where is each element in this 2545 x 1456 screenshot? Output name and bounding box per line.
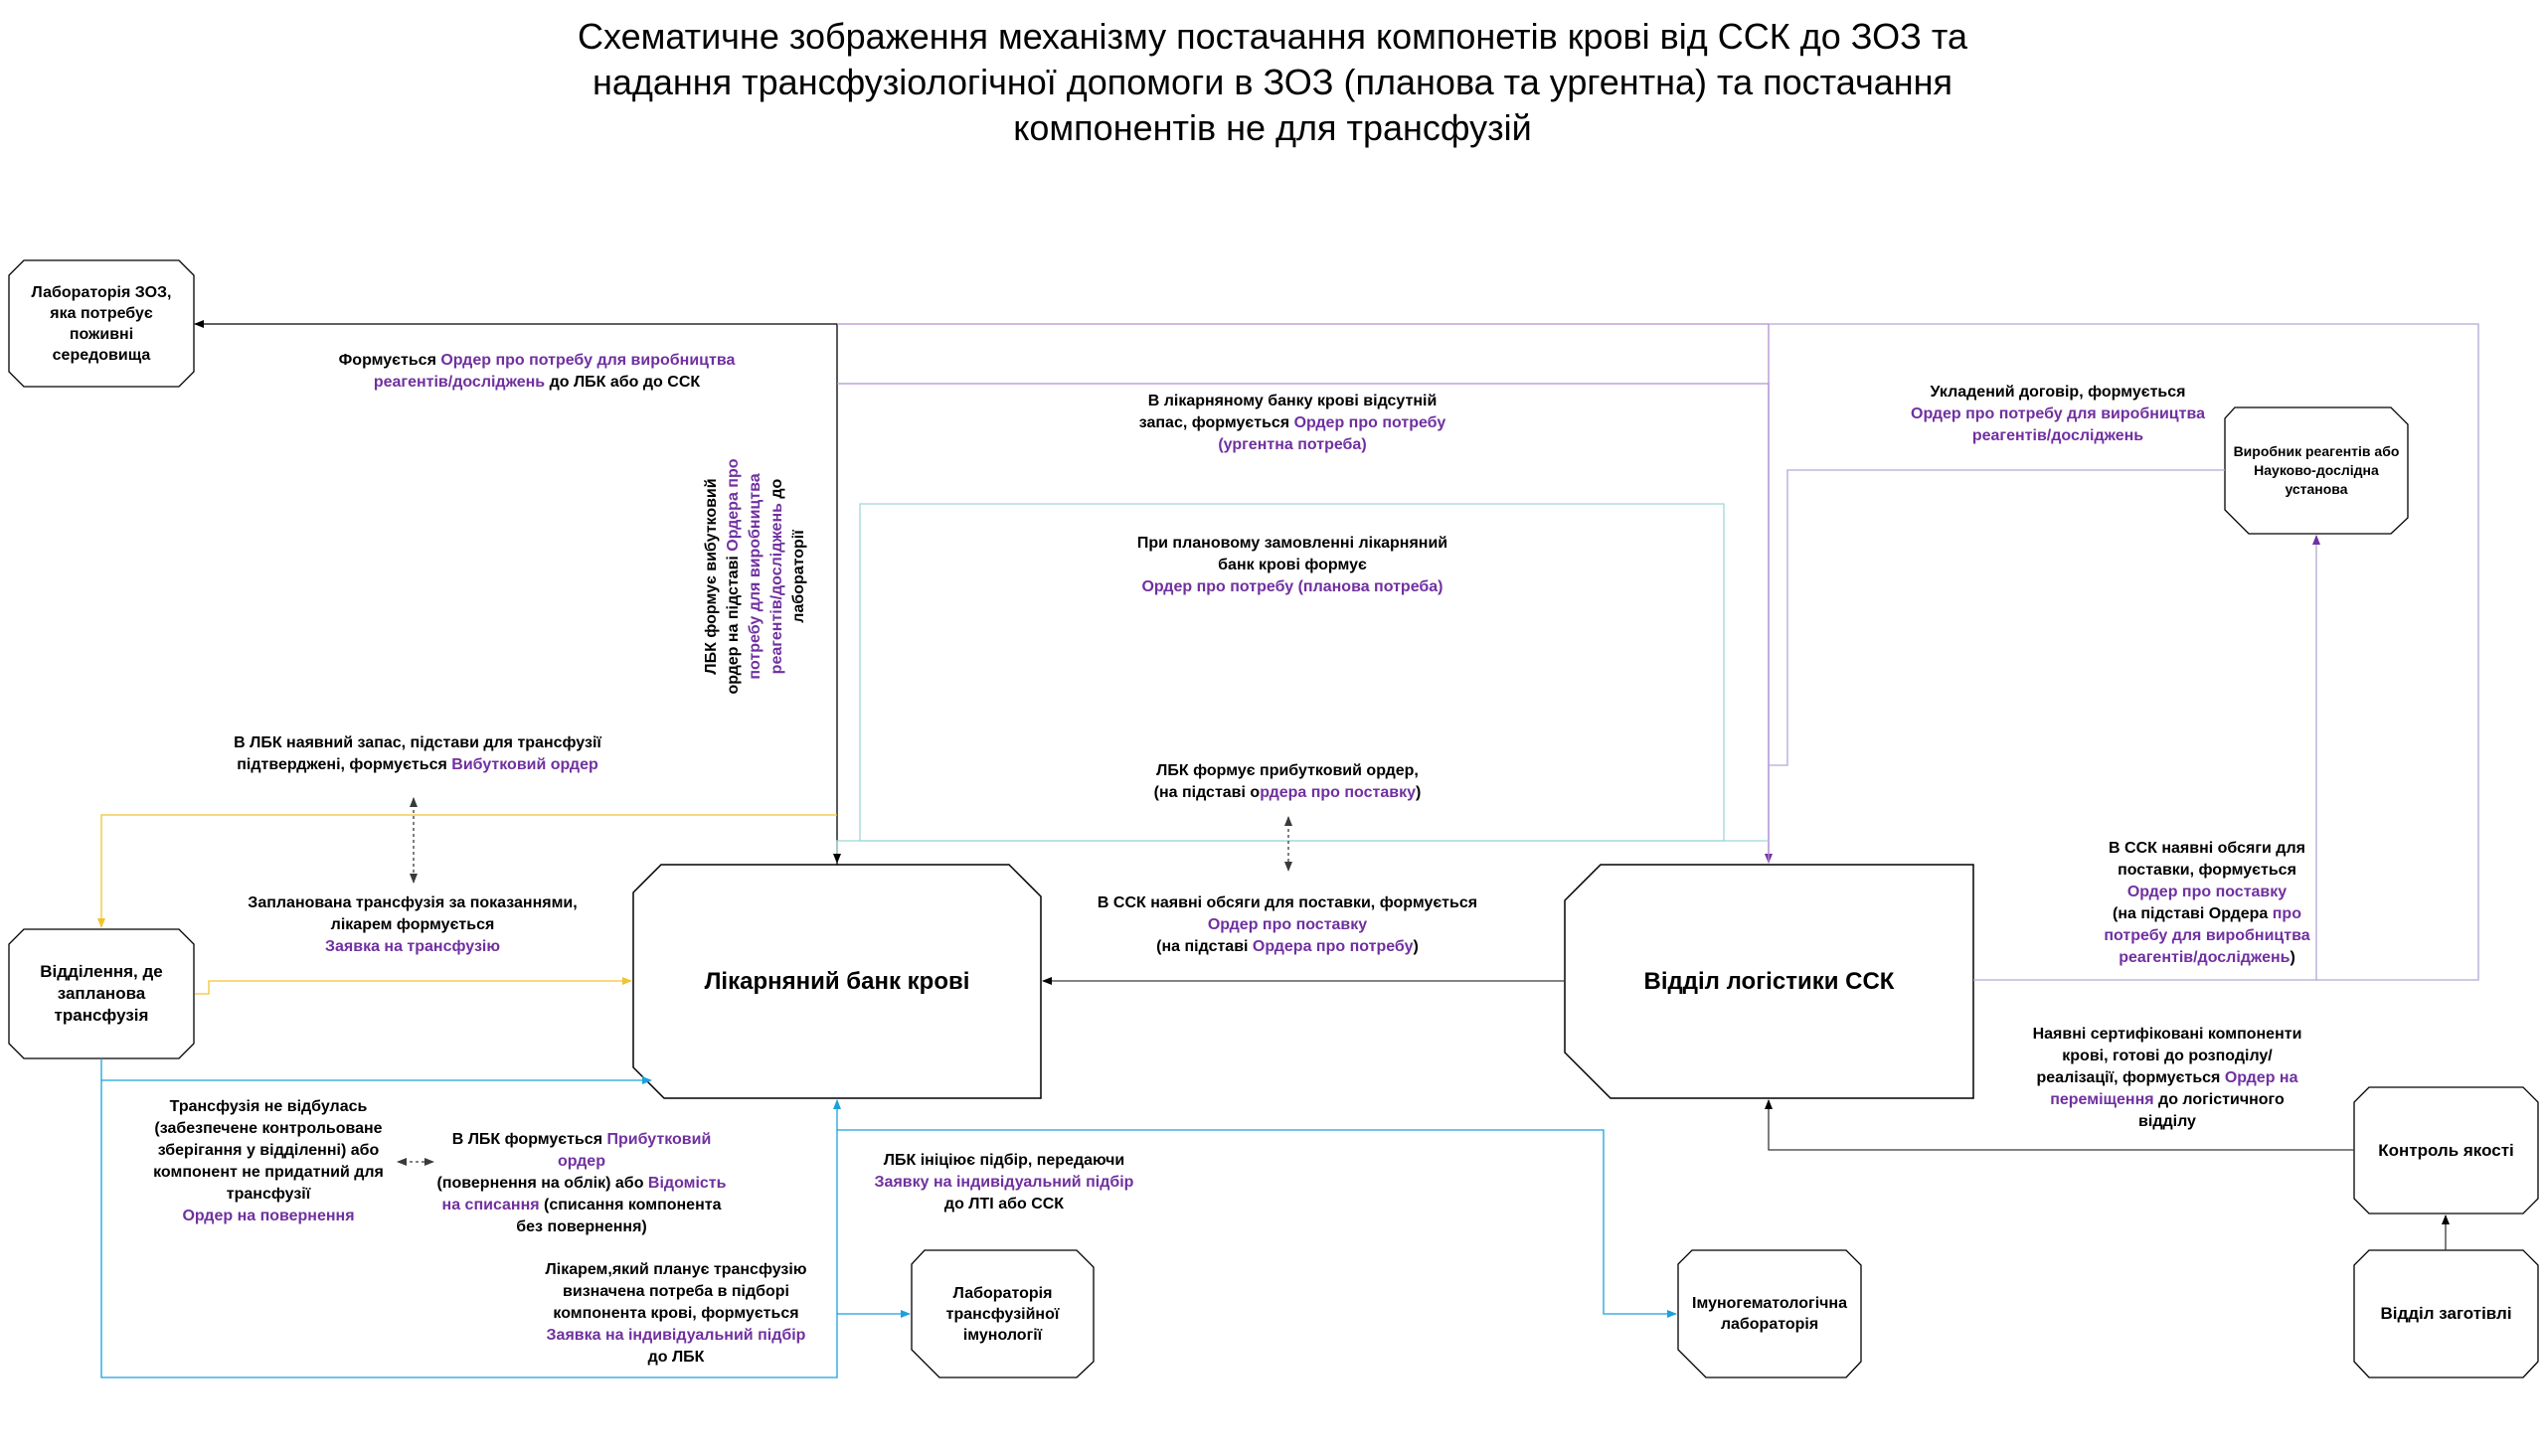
label-planned-order: При плановому замовленні лікарняний банк крові формує Ордер про потребу (планова потреба): [1136, 535, 1448, 595]
label-planned-transfusion: Запланована трансфузія за показаннями, лікарем формується Заявка на трансфузію: [248, 894, 578, 955]
lab-zoz-line-2: яка потребує: [50, 304, 153, 322]
connector-department-return: [101, 1058, 651, 1080]
label-receipt-order: ЛБК формує прибутковий ордер, (на підставі ордера про поставку): [1153, 762, 1422, 801]
label-expense-order-lab: ЛБК формує вибутковий ордер на підставі Ордера про потребу для виробництва реагентів/досліджень до лабораторії: [703, 458, 807, 695]
transfusion-lab-line-3: імунології: [962, 1326, 1043, 1344]
department-line-2: запланова: [57, 984, 146, 1003]
lab-zoz-line-1: Лабораторія ЗОЗ,: [31, 283, 172, 301]
label-delivery-order-reagents: В ССК наявні обсяги для поставки, формується Ордер про поставку (на підставі Ордера про потребу для виробництва реагентів/досліджень): [2104, 840, 2310, 966]
manufacturer-line-2: Науково-дослідна: [2254, 462, 2379, 478]
quality-control-node[interactable]: [2354, 1087, 2538, 1213]
label-delivery-order: В ССК наявні обсяги для поставки, формується Ордер про поставку (на підставі Ордера про потребу): [1097, 894, 1478, 955]
label-stock-available: В ЛБК наявний запас, підстави для трансфузії підтверджені, формується Вибутковий ордер: [234, 734, 601, 773]
immuno-lab-line-2: лабораторія: [1720, 1316, 1819, 1333]
label-urgent-need: В лікарняному банку крові відсутній запас, формується Ордер про потребу (ургентна потреба): [1138, 393, 1446, 453]
hospital-bank-node[interactable]: [633, 865, 1041, 1098]
lab-zoz-node[interactable]: [9, 260, 194, 387]
title-line-2: надання трансфузіологічної допомоги в ЗОЗ (планова та ургентна) та постачання: [592, 62, 1953, 102]
department-line-1: Відділення, де: [40, 962, 163, 981]
logistics-label: Відділ логістики ССК: [1643, 967, 1895, 995]
label-contract-order: Укладений договір, формується Ордер про потребу для виробництва реагентів/досліджень: [1911, 384, 2205, 444]
title-line-3: компонентів не для трансфузій: [1013, 107, 1532, 148]
label-certified-components: Наявні сертифіковані компоненти крові, готові до розподілу/ реалізації, формується Ордер на переміщення до логістичного відділу: [2032, 1026, 2302, 1130]
label-doctor-individual: Лікарем,який планує трансфузію визначена потреба в підборі компонента крові, формується Заявка на індивідуальний підбір до ЛБК: [545, 1261, 807, 1366]
procurement-label: Відділ заготівлі: [2380, 1304, 2512, 1323]
label-transfusion-not-done: Трансфузія не відбулась (забезпечене контрольоване зберігання у відділенні) або компонент не придатний для трансфузії Ордер на повернення: [153, 1098, 384, 1224]
immuno-lab-node[interactable]: [1678, 1250, 1861, 1377]
transfusion-lab-line-1: Лабораторія: [952, 1284, 1053, 1302]
manufacturer-line-1: Виробник реагентів або: [2233, 443, 2400, 459]
manufacturer-line-3: установа: [2285, 481, 2348, 497]
connector-manufacturer-to-logistics: [1769, 470, 2225, 765]
lab-zoz-line-4: середовища: [52, 346, 151, 364]
label-return-receipt: В ЛБК формується Прибутковий ордер (повернення на облік) або Відомість на списання (списання компонента без повернення): [436, 1131, 727, 1235]
procurement-node[interactable]: [2354, 1250, 2538, 1377]
transfusion-lab-node[interactable]: [912, 1250, 1094, 1377]
department-line-3: трансфузія: [54, 1006, 149, 1025]
connector-department-to-bank: [195, 981, 631, 994]
immuno-lab-line-1: Імуногематологічна: [1692, 1295, 1847, 1312]
hospital-bank-label: Лікарняний банк крові: [704, 967, 970, 995]
logistics-node[interactable]: [1565, 865, 1973, 1098]
quality-control-label: Контроль якості: [2378, 1140, 2514, 1160]
title-line-1: Схематичне зображення механізму постачання компонетів крові від ССК до ЗОЗ та: [577, 16, 1967, 57]
connector-logistics-to-bank-receipt: [837, 841, 1769, 863]
label-individual-selection: ЛБК ініціює підбір, передаючи Заявку на індивідуальний підбір до ЛТІ або ССК: [874, 1152, 1134, 1213]
label-order-need-production: Формується Ордер про потребу для виробництва реагентів/досліджень до ЛБК або до ССК: [338, 352, 736, 391]
manufacturer-node[interactable]: [2225, 407, 2408, 534]
department-node[interactable]: [9, 929, 194, 1058]
transfusion-lab-line-2: трансфузійної: [945, 1305, 1060, 1323]
lab-zoz-line-3: поживні: [69, 325, 134, 343]
